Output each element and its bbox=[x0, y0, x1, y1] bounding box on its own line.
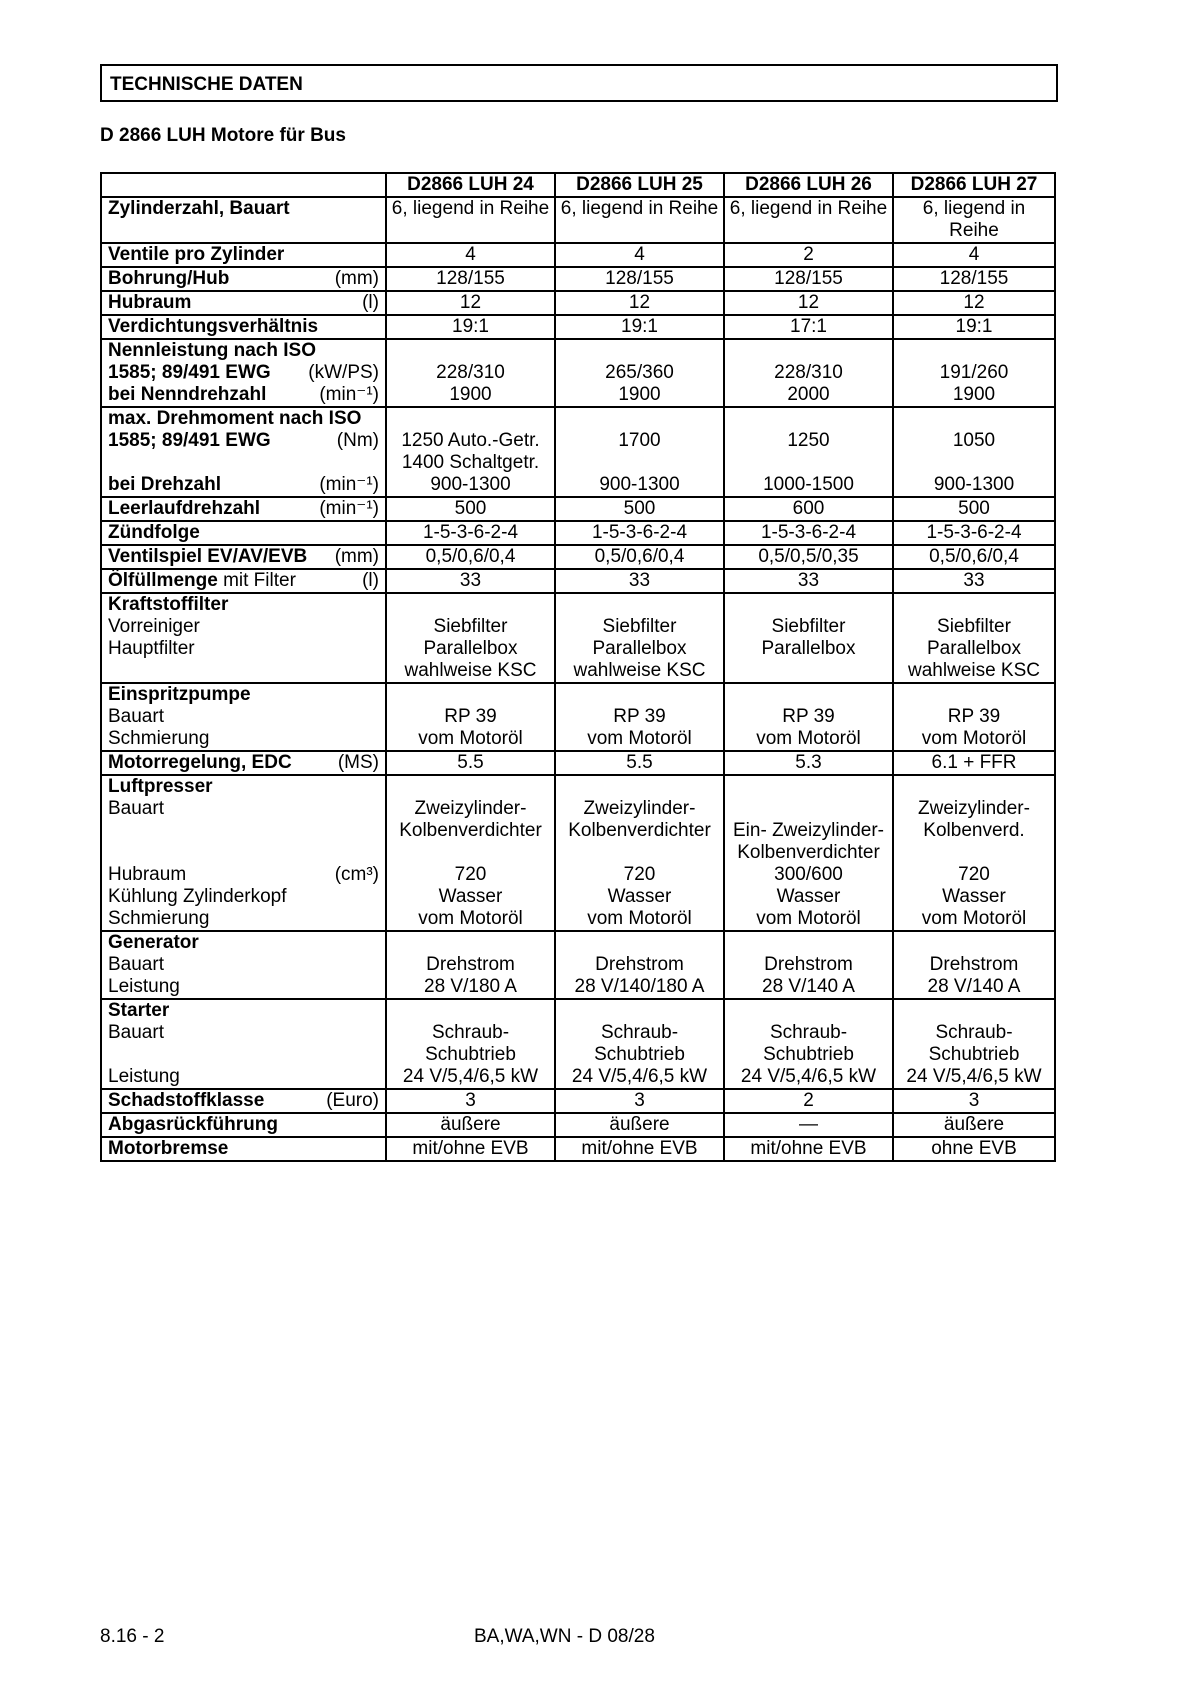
table-cell: 4 bbox=[893, 243, 1055, 267]
table-cell: 0,5/0,5/0,35 bbox=[724, 545, 893, 569]
table-row bbox=[101, 315, 1055, 339]
table-cell: Ein- Zweizylinder- Kolbenverdichter 300/600 Wasser vom Motoröl bbox=[724, 775, 893, 931]
table-cell: Siebfilter Parallelbox wahlweise KSC bbox=[555, 593, 724, 683]
table-cell: 128/155 bbox=[724, 267, 893, 291]
table-cell: 128/155 bbox=[893, 267, 1055, 291]
table-cell: 1700 900-1300 bbox=[555, 407, 724, 497]
table-cell: 19:1 bbox=[386, 315, 555, 339]
table-cell: Siebfilter Parallelbox wahlweise KSC bbox=[386, 593, 555, 683]
table-row bbox=[101, 931, 1055, 999]
table-cell: Schraub- Schubtrieb 24 V/5,4/6,5 kW bbox=[555, 999, 724, 1089]
table-row bbox=[101, 569, 1055, 593]
table-cell: 1-5-3-6-2-4 bbox=[724, 521, 893, 545]
table-cell: 1-5-3-6-2-4 bbox=[386, 521, 555, 545]
table-cell: Zweizylinder- Kolbenverdichter 720 Wasser vom Motoröl bbox=[555, 775, 724, 931]
table-cell: Drehstrom 28 V/180 A bbox=[386, 931, 555, 999]
row-label: Motorbremse bbox=[101, 1137, 386, 1161]
column-header: D2866 LUH 25 bbox=[555, 173, 724, 197]
table-cell: 5.3 bbox=[724, 751, 893, 775]
row-label: Einspritzpumpe Bauart Schmierung bbox=[101, 683, 386, 751]
row-label: Luftpresser Bauart Hubraum (cm³) Kühlung Zylinderkopf Schmierung bbox=[101, 775, 386, 931]
table-cell: mit/ohne EVB bbox=[555, 1137, 724, 1161]
table-cell: Drehstrom 28 V/140 A bbox=[893, 931, 1055, 999]
table-cell: 12 bbox=[893, 291, 1055, 315]
section-title: TECHNISCHE DATEN bbox=[110, 74, 303, 95]
table-cell: 500 bbox=[893, 497, 1055, 521]
table-row bbox=[101, 545, 1055, 569]
table-row bbox=[101, 1089, 1055, 1113]
table-row bbox=[101, 291, 1055, 315]
table-cell: 12 bbox=[555, 291, 724, 315]
table-cell: 33 bbox=[555, 569, 724, 593]
table-cell: 228/310 2000 bbox=[724, 339, 893, 407]
table-cell: 12 bbox=[724, 291, 893, 315]
table-cell: 6, liegend in Reihe bbox=[555, 197, 724, 243]
row-label: Ölfüllmenge mit Filter (l) bbox=[101, 569, 386, 593]
row-label: Ventile pro Zylinder bbox=[101, 243, 386, 267]
table-cell: 500 bbox=[386, 497, 555, 521]
row-label: Schadstoffklasse (Euro) bbox=[101, 1089, 386, 1113]
table-cell: 3 bbox=[386, 1089, 555, 1113]
table-cell: — bbox=[724, 1113, 893, 1137]
table-row bbox=[101, 683, 1055, 751]
table-cell: äußere bbox=[555, 1113, 724, 1137]
document-code: BA,WA,WN - D 08/28 bbox=[474, 1626, 655, 1647]
row-label: Bohrung/Hub (mm) bbox=[101, 267, 386, 291]
table-cell: äußere bbox=[386, 1113, 555, 1137]
table-row bbox=[101, 407, 1055, 497]
table-row bbox=[101, 521, 1055, 545]
table-cell: RP 39 vom Motoröl bbox=[724, 683, 893, 751]
row-label: Zündfolge bbox=[101, 521, 386, 545]
row-label: max. Drehmoment nach ISO 1585; 89/491 EWG (Nm) bei Drehzahl (min⁻¹) bbox=[101, 407, 386, 497]
table-row bbox=[101, 197, 1055, 243]
table-cell: 17:1 bbox=[724, 315, 893, 339]
table-header-row bbox=[101, 173, 1055, 197]
table-cell: RP 39 vom Motoröl bbox=[555, 683, 724, 751]
table-cell: 1250 Auto.-Getr. 1400 Schaltgetr. 900-1300 bbox=[386, 407, 555, 497]
table-row bbox=[101, 593, 1055, 683]
table-cell: 6, liegend in Reihe bbox=[724, 197, 893, 243]
row-label: Ventilspiel EV/AV/EVB (mm) bbox=[101, 545, 386, 569]
table-cell: 0,5/0,6/0,4 bbox=[555, 545, 724, 569]
table-cell: 5.5 bbox=[386, 751, 555, 775]
row-label: Zylinderzahl, Bauart bbox=[101, 197, 386, 243]
table-cell: 33 bbox=[386, 569, 555, 593]
specs-table bbox=[100, 172, 1056, 1162]
row-label: Abgasrückführung bbox=[101, 1113, 386, 1137]
table-cell: Schraub- Schubtrieb 24 V/5,4/6,5 kW bbox=[724, 999, 893, 1089]
table-cell: 2 bbox=[724, 1089, 893, 1113]
table-cell: ohne EVB bbox=[893, 1137, 1055, 1161]
table-cell: 6, liegend in Reihe bbox=[893, 197, 1055, 243]
table-row bbox=[101, 339, 1055, 407]
table-cell: 33 bbox=[893, 569, 1055, 593]
table-cell: 1050 900-1300 bbox=[893, 407, 1055, 497]
table-cell: 33 bbox=[724, 569, 893, 593]
table-cell: 265/360 1900 bbox=[555, 339, 724, 407]
table-cell: 128/155 bbox=[555, 267, 724, 291]
table-cell: Zweizylinder- Kolbenverd. 720 Wasser vom Motoröl bbox=[893, 775, 1055, 931]
table-cell: 0,5/0,6/0,4 bbox=[386, 545, 555, 569]
table-cell: 6.1 + FFR bbox=[893, 751, 1055, 775]
table-row bbox=[101, 775, 1055, 931]
column-header: D2866 LUH 27 bbox=[893, 173, 1055, 197]
table-cell: mit/ohne EVB bbox=[386, 1137, 555, 1161]
table-row bbox=[101, 1113, 1055, 1137]
row-label: Generator Bauart Leistung bbox=[101, 931, 386, 999]
row-label: Motorregelung, EDC (MS) bbox=[101, 751, 386, 775]
table-cell: 128/155 bbox=[386, 267, 555, 291]
table-cell: 600 bbox=[724, 497, 893, 521]
table-cell: 0,5/0,6/0,4 bbox=[893, 545, 1055, 569]
table-cell: Schraub- Schubtrieb 24 V/5,4/6,5 kW bbox=[893, 999, 1055, 1089]
row-label: Verdichtungsverhältnis bbox=[101, 315, 386, 339]
table-cell: Drehstrom 28 V/140/180 A bbox=[555, 931, 724, 999]
table-cell: 12 bbox=[386, 291, 555, 315]
table-cell: RP 39 vom Motoröl bbox=[893, 683, 1055, 751]
table-cell: Zweizylinder- Kolbenverdichter 720 Wasser vom Motoröl bbox=[386, 775, 555, 931]
table-cell: 1-5-3-6-2-4 bbox=[555, 521, 724, 545]
table-cell: 500 bbox=[555, 497, 724, 521]
page-number: 8.16 - 2 bbox=[100, 1626, 165, 1647]
table-cell: 19:1 bbox=[893, 315, 1055, 339]
row-label: Kraftstoffilter Vorreiniger Hauptfilter bbox=[101, 593, 386, 683]
header-empty bbox=[101, 173, 386, 197]
table-row bbox=[101, 999, 1055, 1089]
section-header bbox=[100, 64, 1058, 102]
table-cell: RP 39 vom Motoröl bbox=[386, 683, 555, 751]
table-cell: Drehstrom 28 V/140 A bbox=[724, 931, 893, 999]
table-cell: Siebfilter Parallelbox wahlweise KSC bbox=[893, 593, 1055, 683]
column-header: D2866 LUH 26 bbox=[724, 173, 893, 197]
table-row bbox=[101, 751, 1055, 775]
table-cell: 1250 1000-1500 bbox=[724, 407, 893, 497]
table-cell: 3 bbox=[893, 1089, 1055, 1113]
row-label: Leerlaufdrehzahl (min⁻¹) bbox=[101, 497, 386, 521]
table-cell: 5.5 bbox=[555, 751, 724, 775]
table-cell: 191/260 1900 bbox=[893, 339, 1055, 407]
column-header: D2866 LUH 24 bbox=[386, 173, 555, 197]
table-cell: 4 bbox=[386, 243, 555, 267]
table-cell: 228/310 1900 bbox=[386, 339, 555, 407]
table-cell: äußere bbox=[893, 1113, 1055, 1137]
table-cell: 6, liegend in Reihe bbox=[386, 197, 555, 243]
table-cell: 4 bbox=[555, 243, 724, 267]
table-cell: mit/ohne EVB bbox=[724, 1137, 893, 1161]
table-cell: Schraub- Schubtrieb 24 V/5,4/6,5 kW bbox=[386, 999, 555, 1089]
table-row bbox=[101, 1137, 1055, 1161]
table-cell: 19:1 bbox=[555, 315, 724, 339]
page-subtitle: D 2866 LUH Motore für Bus bbox=[100, 125, 346, 146]
table-cell: Siebfilter Parallelbox bbox=[724, 593, 893, 683]
table-cell: 3 bbox=[555, 1089, 724, 1113]
table-row bbox=[101, 267, 1055, 291]
table-cell: 2 bbox=[724, 243, 893, 267]
row-label: Nennleistung nach ISO 1585; 89/491 EWG (kW/PS) bei Nenndrehzahl (min⁻¹) bbox=[101, 339, 386, 407]
table-row bbox=[101, 243, 1055, 267]
row-label: Hubraum (l) bbox=[101, 291, 386, 315]
table-cell: 1-5-3-6-2-4 bbox=[893, 521, 1055, 545]
table-row bbox=[101, 497, 1055, 521]
row-label: Starter Bauart Leistung bbox=[101, 999, 386, 1089]
